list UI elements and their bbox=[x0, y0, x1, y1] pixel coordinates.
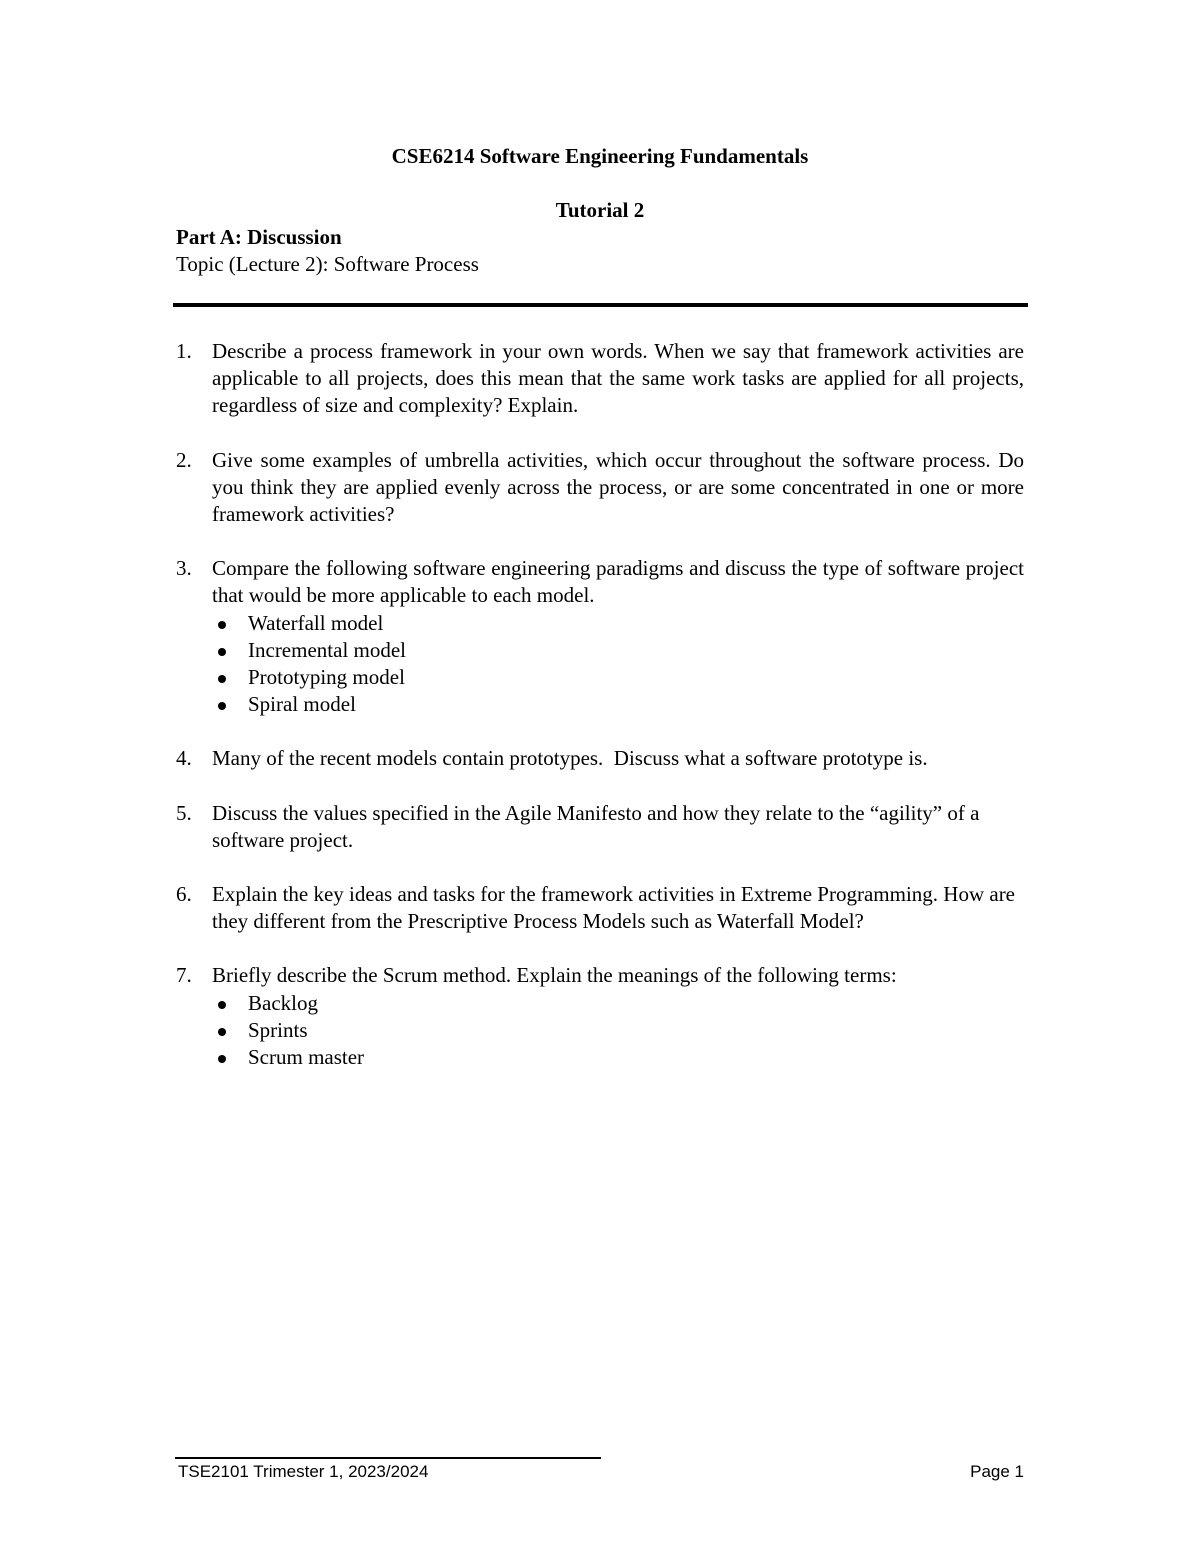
bullet-icon bbox=[218, 1055, 226, 1063]
bullet-item bbox=[212, 1017, 1024, 1044]
question-text: Explain the key ideas and tasks for the framework activities in Extreme Programming. How are they different from the Prescriptive Process Models such as Waterfall Model? bbox=[212, 882, 1016, 934]
question-6 bbox=[176, 881, 1024, 935]
question-7 bbox=[176, 962, 1024, 1071]
question-number: 4. bbox=[176, 746, 192, 771]
bullet-icon bbox=[218, 1028, 226, 1036]
bullet-item bbox=[212, 637, 1024, 664]
bullet-item bbox=[212, 990, 1024, 1017]
bullet-text: Scrum master bbox=[248, 1045, 365, 1070]
question-1 bbox=[176, 338, 1024, 420]
bullet-icon bbox=[218, 1001, 226, 1009]
bullet-text: Incremental model bbox=[248, 637, 407, 662]
bullet-list bbox=[212, 610, 1024, 719]
bullet-list bbox=[212, 990, 1024, 1072]
bullet-item bbox=[212, 1044, 1024, 1071]
question-4 bbox=[176, 745, 1024, 772]
bullet-icon bbox=[218, 702, 226, 710]
tutorial-title: Tutorial 2 bbox=[555, 198, 645, 222]
bullet-text: Waterfall model bbox=[248, 610, 384, 635]
question-number: 2. bbox=[176, 447, 192, 472]
page-number: Page 1 bbox=[970, 1462, 1024, 1481]
question-number: 1. bbox=[176, 339, 192, 363]
bullet-text: Sprints bbox=[248, 1017, 308, 1042]
question-number: 6. bbox=[176, 882, 192, 907]
question-text: Many of the recent models contain prototypes. Discuss what a software prototype is. bbox=[212, 746, 928, 771]
part-heading: Part A: Discussion bbox=[176, 225, 342, 249]
topic-line: Topic (Lecture 2): Software Process bbox=[176, 252, 479, 276]
footer-course-term: TSE2101 Trimester 1, 2023/2024 bbox=[178, 1462, 429, 1481]
question-2 bbox=[176, 447, 1024, 529]
bullet-text: Spiral model bbox=[248, 692, 356, 717]
bullet-item bbox=[212, 610, 1024, 637]
question-text: Give some examples of umbrella activities, which occur throughout the software process. Do you think they are applied evenly across the process, or are some concentrated in one or more framework activities? bbox=[212, 447, 1024, 527]
question-5 bbox=[176, 800, 1024, 854]
question-list bbox=[176, 338, 1024, 1098]
question-3 bbox=[176, 555, 1024, 718]
question-text: Briefly describe the Scrum method. Explain the meanings of the following terms: bbox=[212, 963, 897, 988]
bullet-text: Prototyping model bbox=[248, 665, 405, 690]
footer-divider bbox=[175, 1457, 601, 1459]
question-text: Describe a process framework in your own words. When we say that framework activities are applicable to all projects, does this mean that the same work tasks are applied for all projects, regardless of size and complexity? Explain. bbox=[212, 339, 1024, 418]
bullet-text: Backlog bbox=[248, 990, 318, 1015]
bullet-item bbox=[212, 664, 1024, 691]
question-text: Discuss the values specified in the Agile Manifesto and how they relate to the “agility” of a software project. bbox=[212, 800, 980, 852]
course-title: CSE6214 Software Engineering Fundamentals bbox=[391, 144, 809, 168]
question-number: 3. bbox=[176, 556, 192, 581]
question-text: Compare the following software engineering paradigms and discuss the type of software project that would be more applicable to each model. bbox=[212, 556, 1024, 608]
header-divider bbox=[173, 303, 1028, 307]
bullet-icon bbox=[218, 621, 226, 629]
question-number: 7. bbox=[176, 963, 192, 988]
bullet-icon bbox=[218, 675, 226, 683]
question-number: 5. bbox=[176, 800, 192, 825]
bullet-icon bbox=[218, 648, 226, 656]
bullet-item bbox=[212, 691, 1024, 718]
